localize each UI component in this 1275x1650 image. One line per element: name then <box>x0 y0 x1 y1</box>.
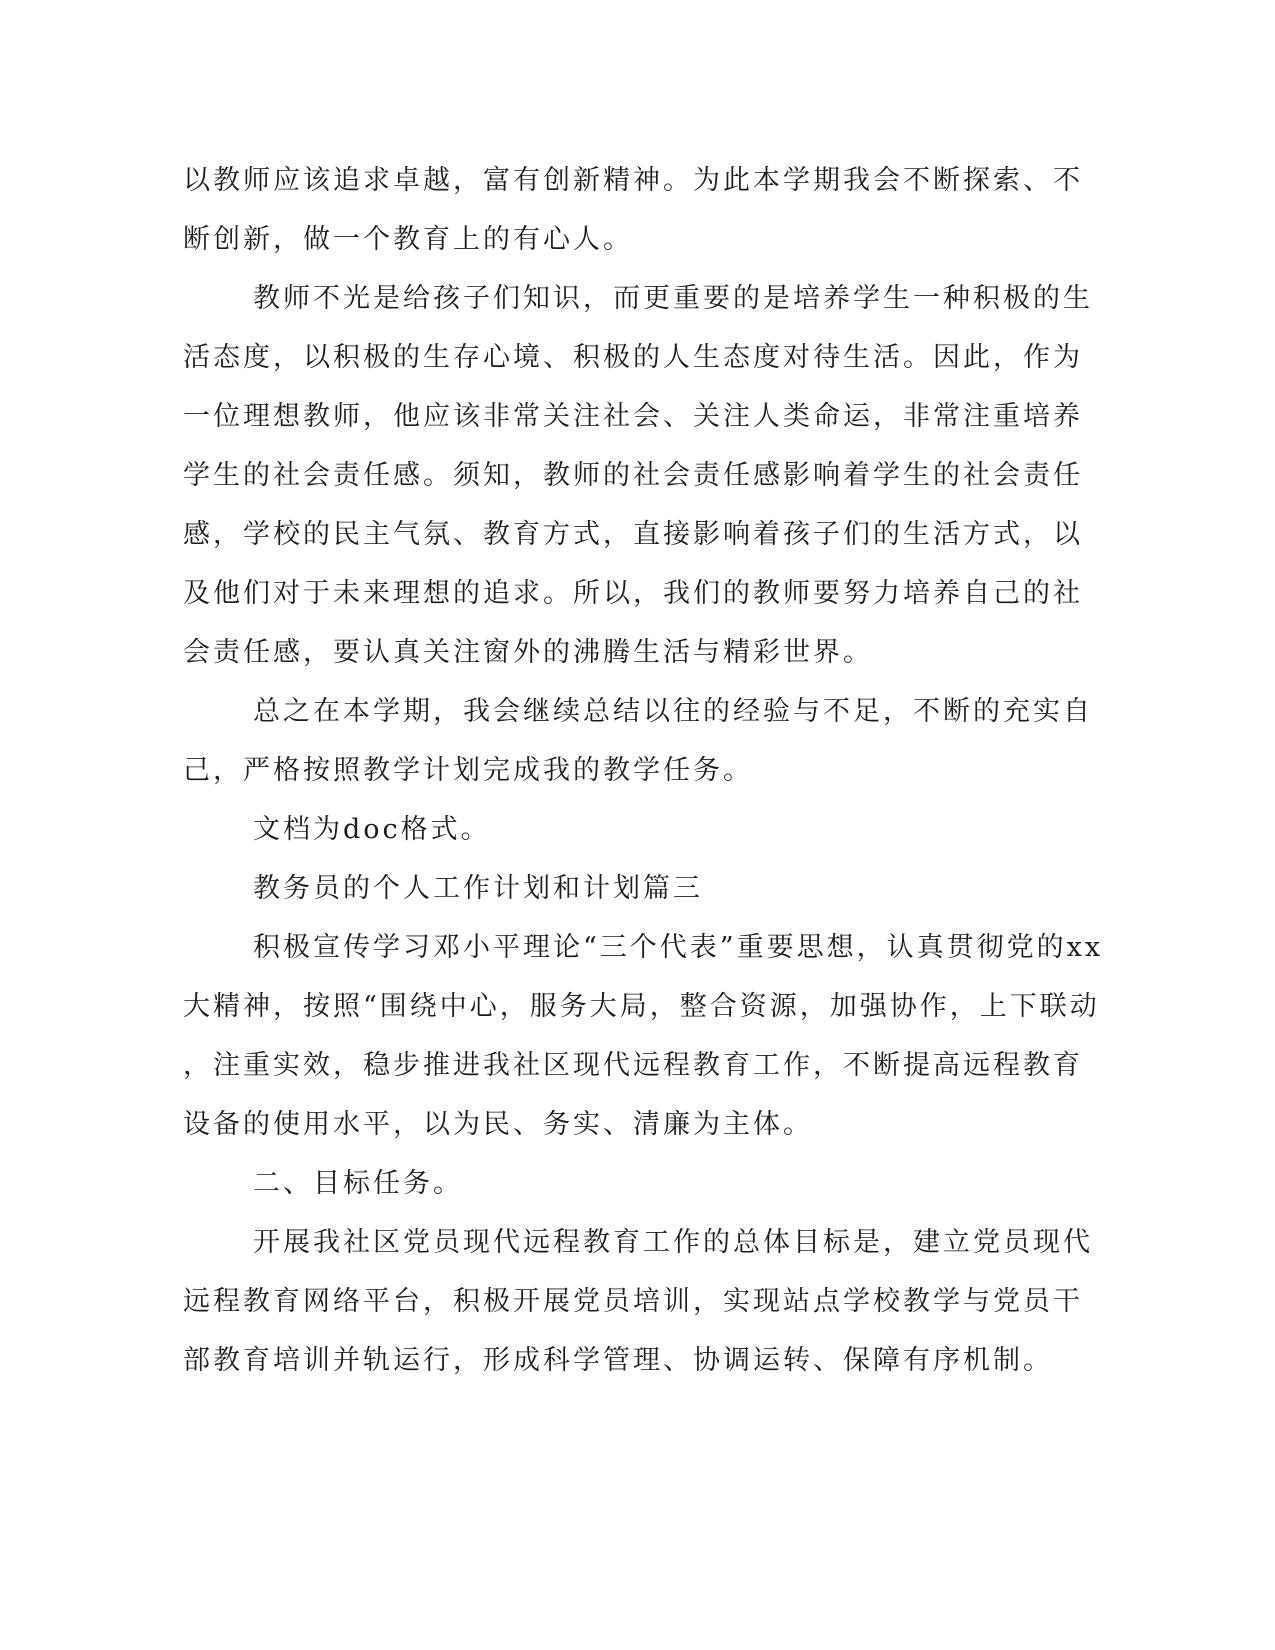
text-line: 教师不光是给孩子们知识，而更重要的是培养学生一种积极的生 <box>253 283 1093 314</box>
text-line: 活态度，以积极的生存心境、积极的人生态度对待生活。因此，作为 <box>183 342 1083 373</box>
text-line: 开展我社区党员现代远程教育工作的总体目标是，建立党员现代 <box>253 1227 1093 1258</box>
text-line: 部教育培训并轨运行，形成科学管理、协调运转、保障有序机制。 <box>183 1345 1053 1376</box>
text-line: 以教师应该追求卓越，富有创新精神。为此本学期我会不断探索、不 <box>183 165 1083 196</box>
text-line: 文档为doc格式。 <box>253 814 491 845</box>
text-line: 远程教育网络平台，积极开展党员培训，实现站点学校教学与党员干 <box>183 1286 1083 1317</box>
section-heading: 教务员的个人工作计划和计划篇三 <box>253 873 703 904</box>
section-heading: 二、目标任务。 <box>253 1168 463 1199</box>
text-line: 学生的社会责任感。须知，教师的社会责任感影响着学生的社会责任 <box>183 460 1083 491</box>
text-line: 大精神，按照“围绕中心，服务大局，整合资源，加强协作，上下联动 <box>183 991 1100 1022</box>
text-line: 感，学校的民主气氛、教育方式，直接影响着孩子们的生活方式，以 <box>183 519 1083 550</box>
text-line: 设备的使用水平，以为民、务实、清廉为主体。 <box>183 1109 813 1140</box>
text-line: 积极宣传学习邓小平理论“三个代表”重要思想，认真贯彻党的xx <box>253 932 1104 963</box>
text-line: 一位理想教师，他应该非常关注社会、关注人类命运，非常注重培养 <box>183 401 1083 432</box>
text-line: 及他们对于未来理想的追求。所以，我们的教师要努力培养自己的社 <box>183 578 1083 609</box>
text-line: 会责任感，要认真关注窗外的沸腾生活与精彩世界。 <box>183 637 873 668</box>
text-line: 总之在本学期，我会继续总结以往的经验与不足，不断的充实自 <box>253 696 1093 727</box>
text-line: 己，严格按照教学计划完成我的教学任务。 <box>183 755 753 786</box>
text-line: ，注重实效，稳步推进我社区现代远程教育工作，不断提高远程教育 <box>183 1050 1083 1081</box>
text-line: 断创新，做一个教育上的有心人。 <box>183 224 633 255</box>
